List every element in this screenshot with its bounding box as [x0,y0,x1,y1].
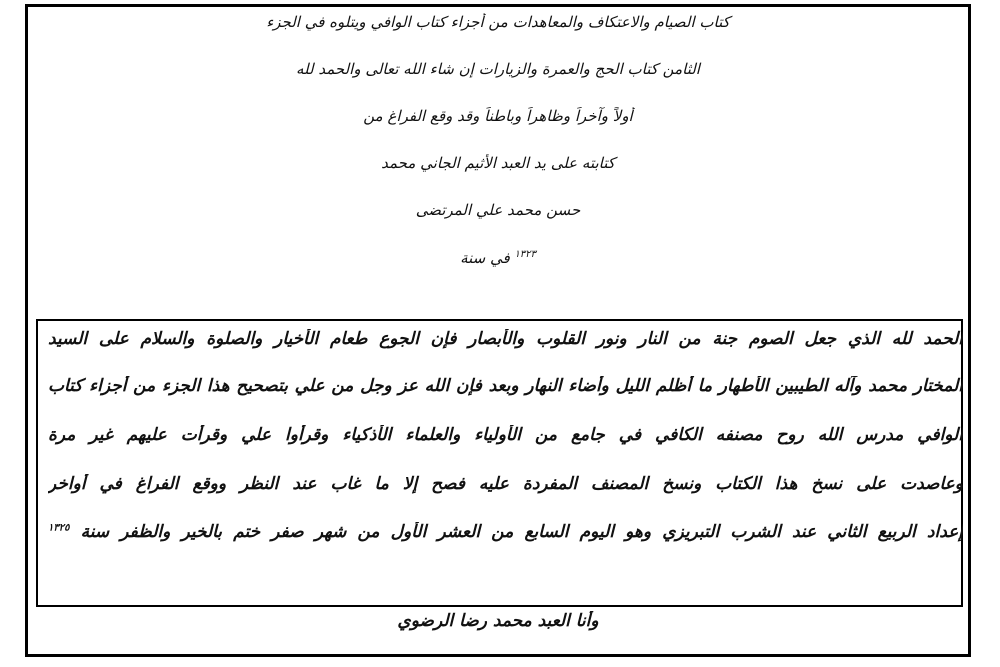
colophon-line-2: المختار محمد وآله الطيبين الأطهار ما أظلم الليل وأضاء النهار وبعد فإن الله عز وجل من علي بتصحيح هذا الجزء من أجزاء كتاب [48,376,963,396]
colophon-year-note: ١٣٢٥ [48,522,70,534]
header-line-3: أولاً وآخراً وظاهراً وباطناً وقد وقع الفراغ من [363,107,633,125]
colophon-box [36,319,963,607]
colophon-line-3: الوافي مدرس الله روح مصنفه الكافي في جامع من الأولياء والعلماء الأذكياء وقرأوا علي وقرأت عليهم غير مرة [48,425,963,445]
header-line-4: كتابته على يد العبد الأثيم الجاني محمد [381,154,615,172]
header-line-5: حسن محمد علي المرتضى [415,201,581,219]
year-note: ١٣٢٣ [514,249,536,260]
header-line-6 [28,249,968,267]
colophon-line-4: وعاصدت على نسخ هذا الكتاب ونسخ المصنف المفردة عليه فصح إلا ما غاب عند النظر ووقع الفراغ في أواخر [48,474,963,494]
colophon-line-1: الحمد لله الذي جعل الصوم جنة من النار ونور القلوب والأبصار فإن الجوع طعام الأخيار والصلوة والسلام على السيد [48,329,963,349]
year-label: في سنة [460,249,510,267]
colophon-line-5-text: إعداد الربيع الثاني عند الشرب التبريزي وهو اليوم السابع من العشر الأول من شهر صفر ختم بالخير والظفر سنة [80,522,963,542]
header-line-2: الثامن كتاب الحج والعمرة والزيارات إن شاء الله تعالى والحمد لله [296,60,700,78]
header-line-1: كتاب الصيام والاعتكاف والمعاهدات من أجزاء كتاب الوافي ويتلوه في الجزء [266,13,730,31]
colophon-line-5 [48,522,963,542]
document-page [25,4,971,657]
signature-line: وأنا العبد محمد رضا الرضوي [397,611,599,631]
